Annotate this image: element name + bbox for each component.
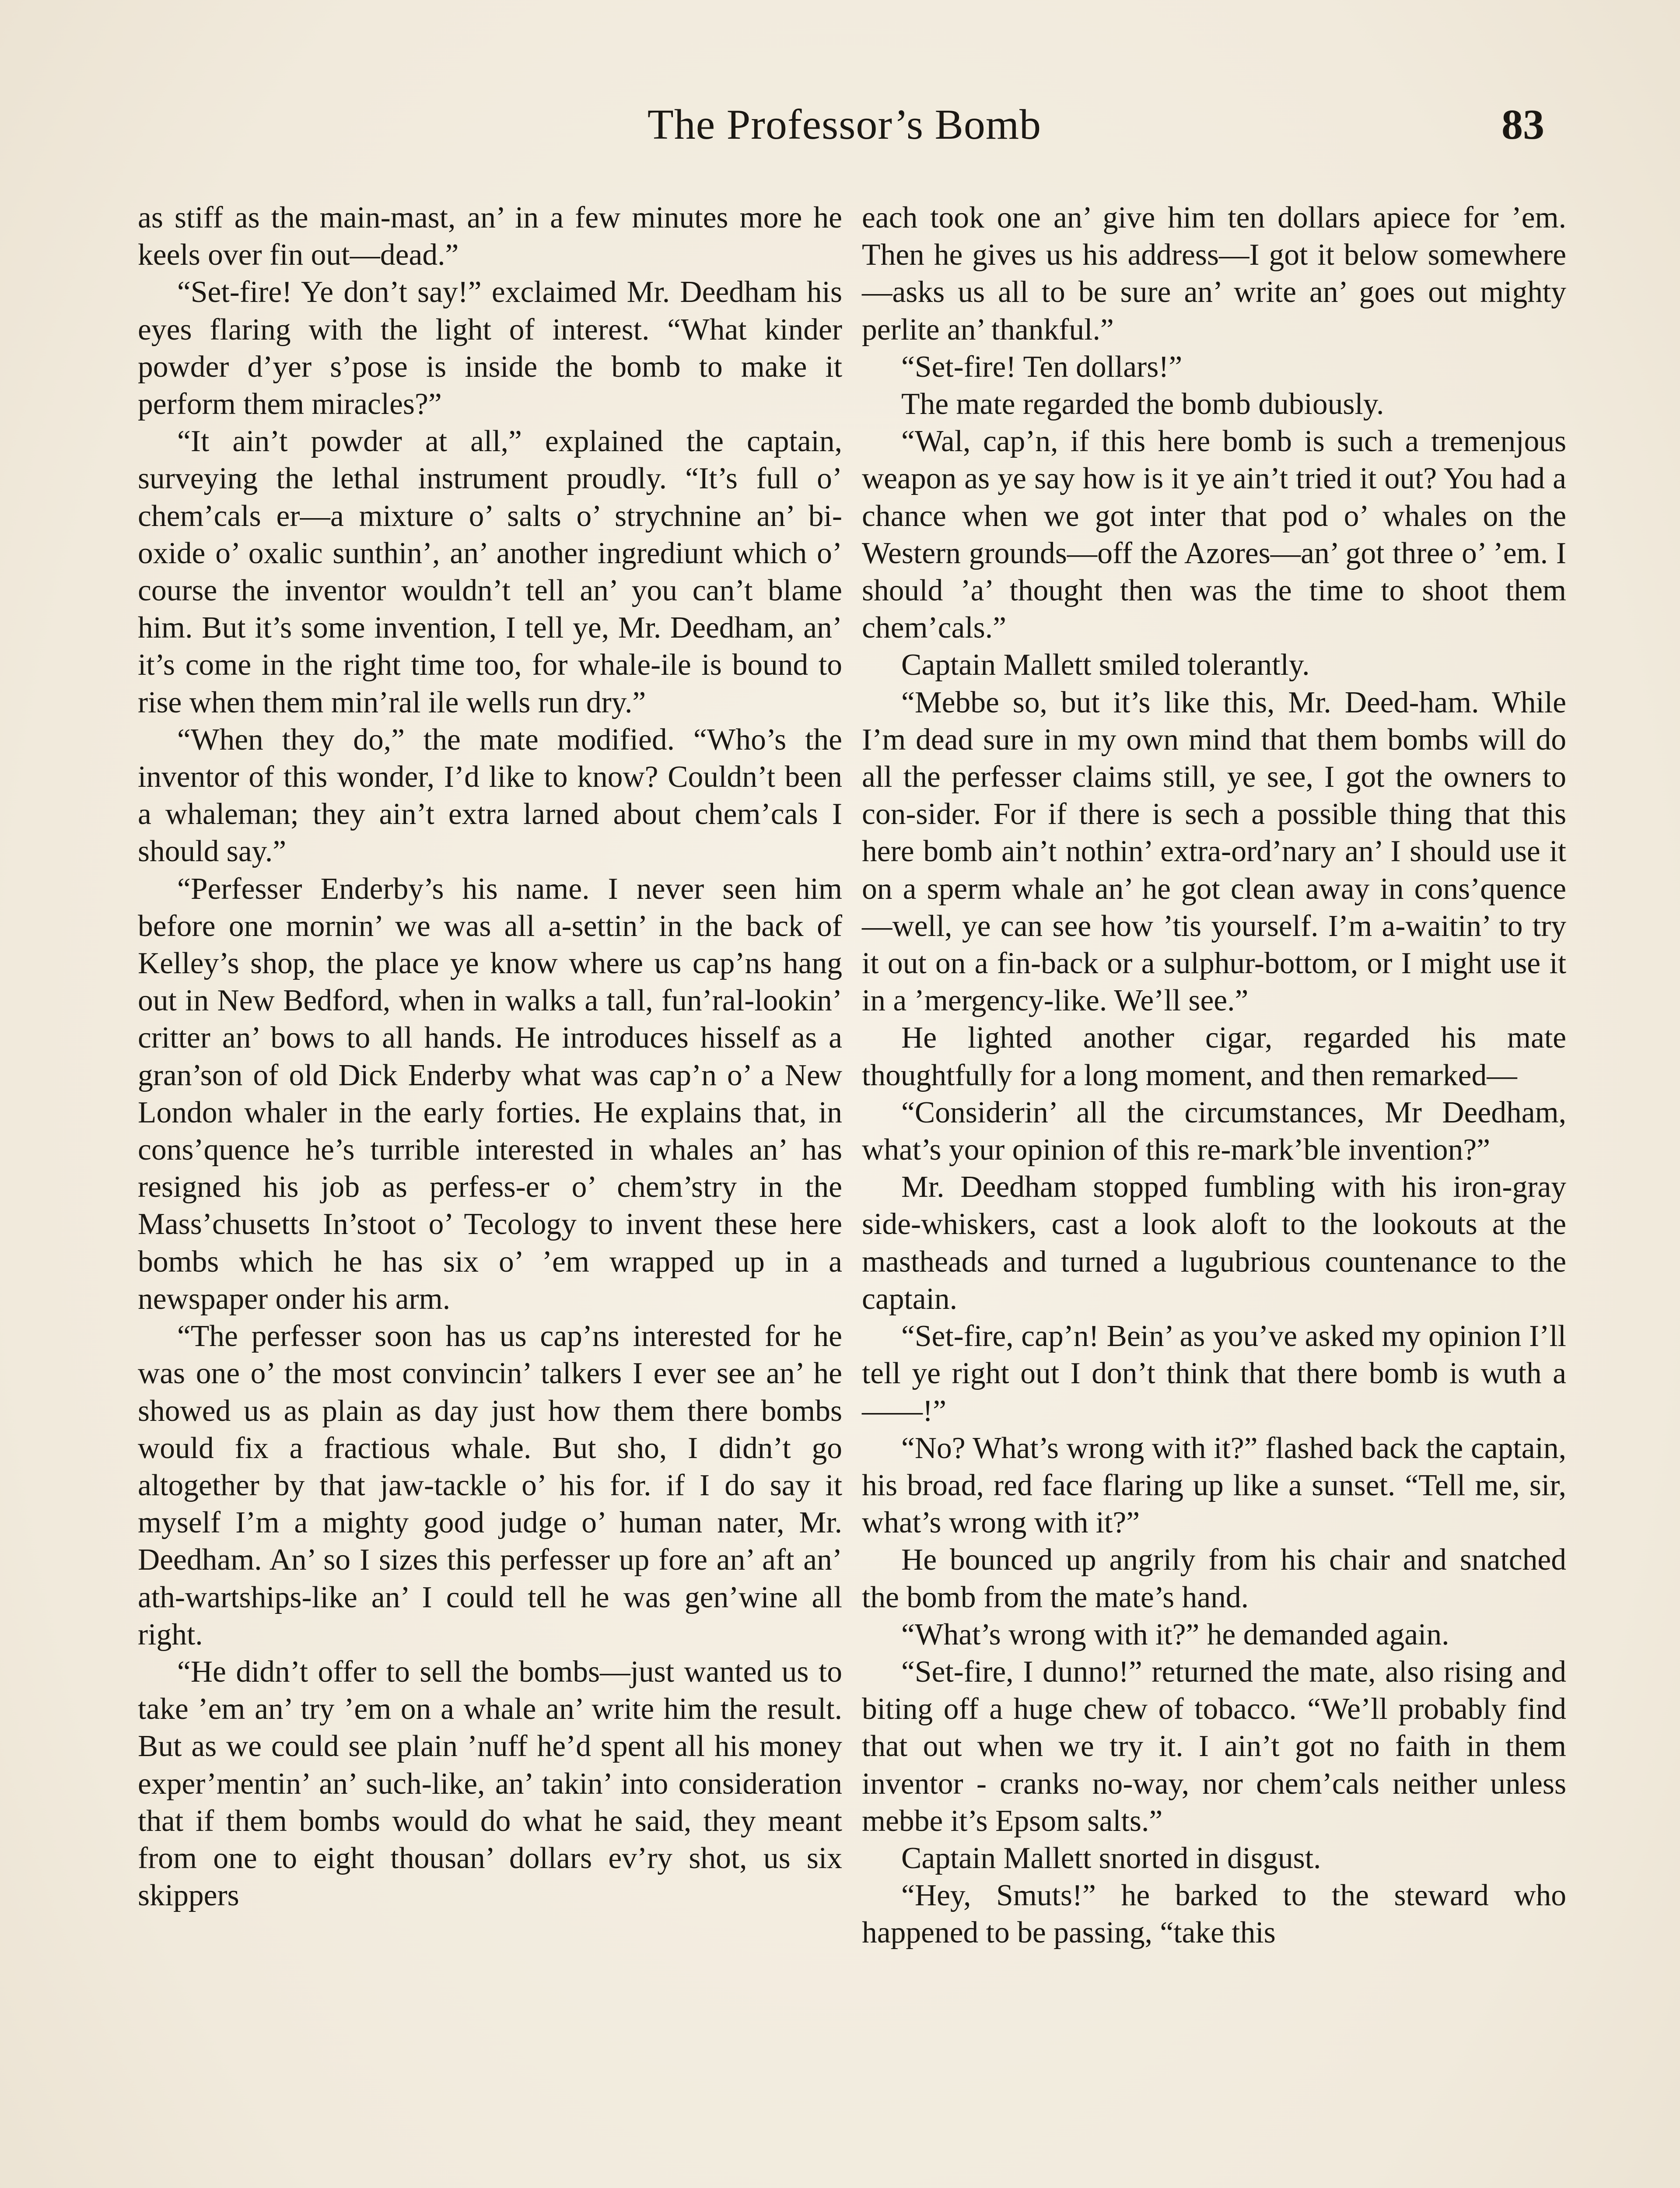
paragraph: “When they do,” the mate modified. “Who’s the inventor of this wonder, I’d like to know? Couldn’t been a whaleman; they ain’t extra larned about chem’cals I should say.” [138, 722, 842, 869]
paragraph: as stiff as the main-mast, an’ in a few minutes more he keels over fin out—dead.” [138, 201, 842, 272]
paragraph: “What’s wrong with it?” he demanded again. [901, 1617, 1449, 1652]
right-column [862, 199, 1566, 1952]
paragraph: Captain Mallett snorted in disgust. [901, 1841, 1321, 1875]
paragraph: “Hey, Smuts!” he barked to the steward who happened to be passing, “take this [862, 1879, 1566, 1950]
paragraph: “It ain’t powder at all,” explained the captain, surveying the lethal instrument proudly. “It’s full o’ chem’cals er—a mixture o’ salts o’ strychnine an’ bi-oxide o’ oxalic sunthin’, an’ another ingrediunt which o’ course the inventor wouldn’t tell an’ you can’t blame him. But it’s some invention, I tell ye, Mr. Deedham, an’ it’s come in the right time too, for whale-ile is bound to rise when them min’ral ile wells run dry.” [138, 424, 842, 719]
paragraph: “Considerin’ all the circumstances, Mr Deedham, what’s your opinion of this re-mark’ble invention?” [862, 1095, 1566, 1167]
page-number: 83 [1502, 101, 1544, 148]
paragraph: He bounced up angrily from his chair and snatched the bomb from the mate’s hand. [862, 1543, 1566, 1614]
paragraph: “He didn’t offer to sell the bombs—just wanted us to take ’em an’ try ’em on a whale an’ write him the result. But as we could see plain ’nuff he’d spent all his money exper’mentin’ an’ such-like, an’ takin’ into consideration that if them bombs would do what he said, they meant from one to eight thousan’ dollars ev’ry shot, us six skippers [138, 1655, 842, 1913]
paragraph: “Set-fire! Ten dollars!” [901, 350, 1183, 384]
paragraph: “Wal, cap’n, if this here bomb is such a tremenjous weapon as ye say how is it ye ain’t tried it out? You had a chance when we got inter that pod o’ whales on the Western grounds—off the Azores—an’ got three o’ ’em. I should ’a’ thought then was the time to shoot them chem’cals.” [862, 424, 1566, 645]
paragraph: “Mebbe so, but it’s like this, Mr. Deed-ham. While I’m dead sure in my own mind that them bombs will do all the perfesser claims still, ye see, I got the owners to con-sider. For if there is sech a possible thing that this here bomb ain’t nothin’ extra-ord’nary an’ I should use it on a sperm whale an’ he got clean away in cons’quence —well, ye can see how ’tis yourself. I’m a-waitin’ to try it out on a fin-back or a sulphur-bottom, or I might use it in a ’mergency-like. We’ll see.” [862, 685, 1566, 1018]
paragraph: “Set-fire, cap’n! Bein’ as you’ve asked my opinion I’ll tell ye right out I don’t think that there bomb is wuth a ——!” [862, 1319, 1566, 1428]
paragraph: “Set-fire, I dunno!” returned the mate, also rising and biting off a huge chew of tobacco. “We’ll probably find that out when we try it. I ain’t got no faith in them inventor - cranks no-way, nor chem’cals neither unless mebbe it’s Epsom salts.” [862, 1655, 1566, 1838]
paragraph: each took one an’ give him ten dollars apiece for ’em. Then he gives us his address—I got it below somewhere—asks us all to be sure an’ write an’ goes out mighty perlite an’ thankful.” [862, 201, 1566, 347]
running-title: The Professor’s Bomb [647, 101, 1042, 148]
paragraph: “Perfesser Enderby’s his name. I never seen him before one mornin’ we was all a-settin’ in the back of Kelley’s shop, the place ye know where us cap’ns hang out in New Bedford, when in walks a tall, fun’ral-lookin’ critter an’ bows to all hands. He introduces hisself as a gran’son of old Dick Enderby what was cap’n o’ a New London whaler in the early forties. He explains that, in cons’quence he’s turrible interested in whales an’ has resigned his job as perfess-er o’ chem’stry in the Mass’chusetts In’stoot o’ Tecology to invent these here bombs which he has six o’ ’em wrapped up in a newspaper onder his arm. [138, 872, 842, 1316]
paragraph: “The perfesser soon has us cap’ns interested for he was one o’ the most convincin’ talkers I ever see an’ he showed us as plain as day just how them there bombs would fix a fractious whale. But sho, I didn’t go altogether by that jaw-tackle o’ his for. if I do say it myself I’m a mighty good judge o’ human nater, Mr. Deedham. An’ so I sizes this perfesser up fore an’ aft an’ ath-wartships-like an’ I could tell he was gen’wine all right. [138, 1319, 842, 1652]
paragraph: Captain Mallett smiled tolerantly. [901, 648, 1310, 682]
paragraph: He lighted another cigar, regarded his mate thoughtfully for a long moment, and then remarked— [862, 1021, 1566, 1092]
running-head [144, 94, 1544, 155]
paragraph: “Set-fire! Ye don’t say!” exclaimed Mr. Deedham his eyes flaring with the light of interest. “What kinder powder d’yer s’pose is inside the bomb to make it perform them miracles?” [138, 275, 842, 421]
paragraph: Mr. Deedham stopped fumbling with his iron-gray side-whiskers, cast a look aloft to the lookouts at the mastheads and turned a lugubrious countenance to the captain. [862, 1170, 1566, 1316]
paragraph: The mate regarded the bomb dubiously. [901, 387, 1384, 421]
left-column [138, 199, 842, 1914]
paragraph: “No? What’s wrong with it?” flashed back the captain, his broad, red face flaring up like a sunset. “Tell me, sir, what’s wrong with it?” [862, 1431, 1566, 1540]
